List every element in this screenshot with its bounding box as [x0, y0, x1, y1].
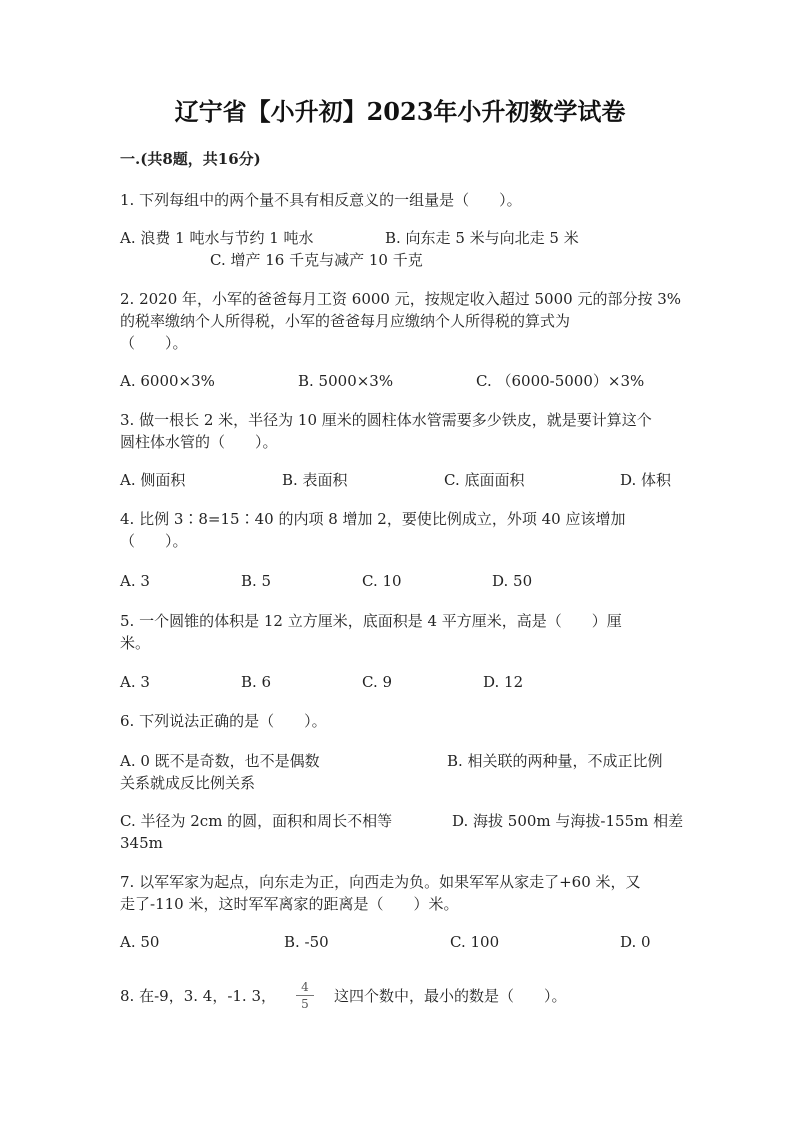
q6-option-c: C. 半径为 2cm 的圆，面积和周长不相等	[120, 812, 393, 830]
fraction-denominator: 5	[301, 997, 309, 1011]
q2-stem-line1: 2. 2020 年，小军的爸爸每月工资 6000 元，按规定收入超过 5000 元的部分按 3%	[120, 290, 682, 308]
q2-option-c: C. （6000-5000）×3%	[476, 372, 645, 390]
q1-option-c: C. 增产 16 千克与减产 10 千克	[210, 251, 423, 269]
q5-option-c: C. 9	[362, 673, 393, 691]
q3-stem-line2: 圆柱体水管的（ ）。	[120, 433, 278, 451]
q5-option-b: B. 6	[241, 673, 272, 691]
q6-option-d-continued: 345m	[120, 834, 163, 852]
q5-option-a: A. 3	[120, 673, 150, 691]
q6-option-b: B. 相关联的两种量，不成正比例	[447, 752, 663, 770]
section-heading: 一.(共8题，共16分)	[120, 150, 261, 168]
q4-option-b: B. 5	[241, 572, 272, 590]
q4-stem-line2: （ ）。	[120, 532, 188, 550]
q7-option-b: B. -50	[284, 933, 329, 951]
fraction-bar	[296, 995, 314, 996]
q5-stem-line1: 5. 一个圆锥的体积是 12 立方厘米，底面积是 4 平方厘米，高是（ ）厘	[120, 612, 622, 630]
q7-stem-line2: 走了-110 米，这时军军离家的距离是（ ）米。	[120, 895, 459, 913]
q8-stem-prefix: 8. 在-9，3. 4，-1. 3，	[120, 987, 277, 1005]
q1-option-b: B. 向东走 5 米与向北走 5 米	[385, 229, 579, 247]
q6-option-a: A. 0 既不是奇数，也不是偶数	[120, 752, 320, 770]
q6-option-d: D. 海拔 500m 与海拔-155m 相差	[452, 812, 684, 830]
q5-option-d: D. 12	[483, 673, 524, 691]
q2-option-b: B. 5000×3%	[298, 372, 394, 390]
q2-stem-line2: 的税率缴纳个人所得税，小军的爸爸每月应缴纳个人所得税的算式为	[120, 312, 571, 330]
q6-option-b-continued: 关系就成反比例关系	[120, 774, 256, 792]
q7-option-d: D. 0	[620, 933, 651, 951]
q3-stem-line1: 3. 做一根长 2 米，半径为 10 厘米的圆柱体水管需要多少铁皮，就是要计算这个	[120, 411, 652, 429]
page-title: 辽宁省【小升初】2023年小升初数学试卷	[174, 97, 626, 126]
q1-option-a: A. 浪费 1 吨水与节约 1 吨水	[120, 229, 314, 247]
q6-stem: 6. 下列说法正确的是（ ）。	[120, 712, 327, 730]
q2-option-a: A. 6000×3%	[120, 372, 215, 390]
q7-stem-line1: 7. 以军军家为起点，向东走为正，向西走为负。如果军军从家走了+60 米，又	[120, 873, 641, 891]
q3-option-d: D. 体积	[620, 471, 672, 489]
q3-option-a: A. 侧面积	[120, 471, 186, 489]
q7-option-c: C. 100	[450, 933, 500, 951]
q4-stem-line1: 4. 比例 3∶8=15∶40 的内项 8 增加 2，要使比例成立，外项 40 应该增加	[120, 510, 626, 528]
q1-stem: 1. 下列每组中的两个量不具有相反意义的一组量是（ ）。	[120, 191, 522, 209]
fraction-numerator: 4	[301, 980, 309, 994]
q3-option-c: C. 底面面积	[444, 471, 525, 489]
q8-stem-suffix: 这四个数中，最小的数是（ ）。	[334, 987, 567, 1005]
q5-stem-line2: 米。	[120, 634, 151, 652]
q2-stem-line3: （ ）。	[120, 334, 188, 352]
q4-option-d: D. 50	[492, 572, 533, 590]
q8-fraction	[294, 980, 316, 1011]
q4-option-a: A. 3	[120, 572, 150, 590]
q3-option-b: B. 表面积	[282, 471, 348, 489]
q7-option-a: A. 50	[120, 933, 160, 951]
q4-option-c: C. 10	[362, 572, 402, 590]
